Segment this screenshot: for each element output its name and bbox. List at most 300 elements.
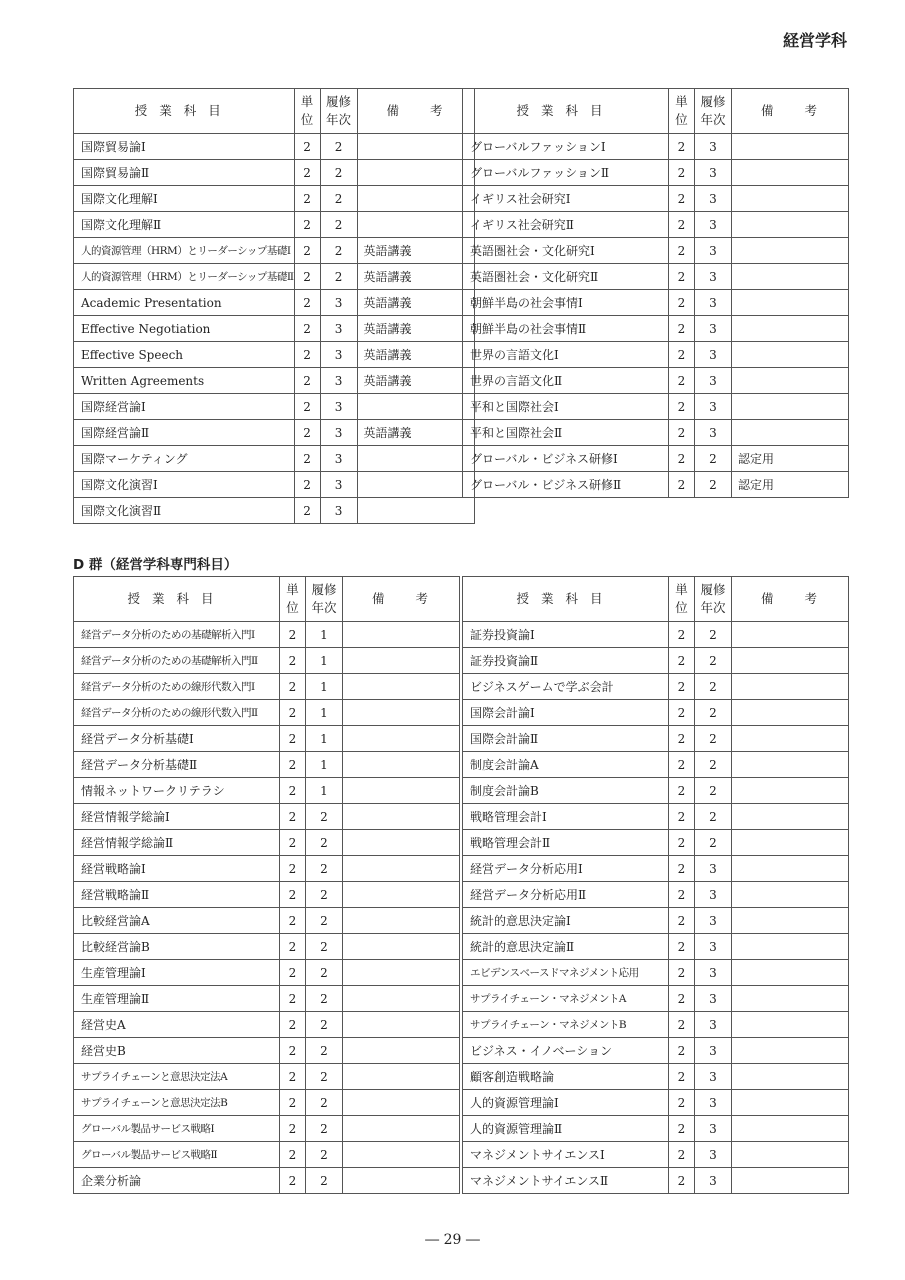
course-note: 認定用: [732, 446, 849, 472]
course-note: [343, 778, 460, 804]
course-name: 経営史B: [74, 1038, 280, 1064]
course-note: [357, 446, 474, 472]
course-year: 3: [695, 908, 732, 934]
header-note: 備 考: [732, 89, 849, 134]
course-credits: 2: [669, 1090, 695, 1116]
course-name: Effective Speech: [74, 342, 295, 368]
table-row: [463, 1064, 849, 1090]
course-credits: 2: [280, 960, 306, 986]
course-note: [357, 212, 474, 238]
course-credits: 2: [669, 186, 695, 212]
course-year: 3: [695, 1012, 732, 1038]
course-name: 制度会計論A: [463, 752, 669, 778]
course-note: [732, 212, 849, 238]
table-row: [463, 934, 849, 960]
course-year: 3: [695, 212, 732, 238]
course-year: 3: [320, 342, 357, 368]
course-credits: 2: [280, 830, 306, 856]
course-name: 人的資源管理論Ⅰ: [463, 1090, 669, 1116]
course-credits: 2: [294, 160, 320, 186]
header-row: [74, 89, 475, 134]
course-year: 3: [695, 882, 732, 908]
course-credits: 2: [669, 264, 695, 290]
header-subject: 授業科目: [74, 89, 295, 134]
course-name: 国際会計論Ⅱ: [463, 726, 669, 752]
course-year: 1: [306, 700, 343, 726]
course-note: [343, 882, 460, 908]
course-name: 企業分析論: [74, 1168, 280, 1194]
course-name: 人的資源管理論Ⅱ: [463, 1116, 669, 1142]
course-name: グローバル製品サービス戦略Ⅱ: [74, 1142, 280, 1168]
course-credits: 2: [669, 752, 695, 778]
course-credits: 2: [280, 908, 306, 934]
course-credits: 2: [669, 212, 695, 238]
table-row: [74, 622, 460, 648]
table-row: [74, 238, 475, 264]
course-year: 3: [695, 290, 732, 316]
course-note: [357, 160, 474, 186]
course-name: 人的資源管理（HRM）とリーダーシップ基礎Ⅰ: [74, 238, 295, 264]
table-row: [74, 472, 475, 498]
course-year: 2: [695, 622, 732, 648]
course-credits: 2: [280, 622, 306, 648]
course-name: 経営データ分析応用Ⅱ: [463, 882, 669, 908]
course-note: [732, 908, 849, 934]
table-row: [74, 908, 460, 934]
course-credits: 2: [669, 674, 695, 700]
course-year: 3: [320, 472, 357, 498]
course-credits: 2: [280, 1064, 306, 1090]
course-note: [732, 264, 849, 290]
course-note: [343, 674, 460, 700]
table-row: [74, 1142, 460, 1168]
course-name: 生産管理論Ⅰ: [74, 960, 280, 986]
header-row: [463, 89, 849, 134]
course-credits: 2: [669, 648, 695, 674]
course-credits: 2: [669, 1012, 695, 1038]
course-year: 2: [695, 752, 732, 778]
course-year: 2: [695, 700, 732, 726]
table-row: [74, 674, 460, 700]
course-credits: 2: [280, 1142, 306, 1168]
course-credits: 2: [294, 368, 320, 394]
table-row: [74, 368, 475, 394]
course-year: 2: [306, 960, 343, 986]
header-subject: 授業科目: [74, 577, 280, 622]
course-credits: 2: [669, 960, 695, 986]
header-year-text: 履修年次: [311, 582, 337, 615]
header-note: 備 考: [343, 577, 460, 622]
course-note: [343, 804, 460, 830]
table-row: [463, 472, 849, 498]
course-year: 2: [306, 908, 343, 934]
course-name: 国際文化理解Ⅰ: [74, 186, 295, 212]
course-note: [732, 1012, 849, 1038]
course-name: サプライチェーン・マネジメントA: [463, 986, 669, 1012]
table-row: [463, 446, 849, 472]
table-row: [74, 394, 475, 420]
course-credits: 2: [669, 446, 695, 472]
course-year: 3: [695, 420, 732, 446]
course-year: 2: [695, 804, 732, 830]
course-credits: 2: [294, 446, 320, 472]
course-name: 証券投資論Ⅰ: [463, 622, 669, 648]
course-name: サプライチェーン・マネジメントB: [463, 1012, 669, 1038]
table-row: [463, 960, 849, 986]
table-row: [74, 1116, 460, 1142]
group-d-title: D 群（経営学科専門科目）: [73, 557, 238, 573]
course-year: 3: [320, 368, 357, 394]
course-note: [732, 752, 849, 778]
course-note: 英語講義: [357, 238, 474, 264]
course-name: 世界の言語文化Ⅰ: [463, 342, 669, 368]
course-credits: 2: [280, 1116, 306, 1142]
table-row: [463, 804, 849, 830]
course-credits: 2: [294, 238, 320, 264]
course-name: 経営戦略論Ⅰ: [74, 856, 280, 882]
course-name: 戦略管理会計Ⅱ: [463, 830, 669, 856]
course-credits: 2: [669, 986, 695, 1012]
course-credits: 2: [669, 1142, 695, 1168]
course-credits: 2: [669, 394, 695, 420]
course-note: [732, 882, 849, 908]
course-year: 1: [306, 648, 343, 674]
course-credits: 2: [669, 134, 695, 160]
course-note: 英語講義: [357, 342, 474, 368]
course-credits: 2: [280, 986, 306, 1012]
course-name: 生産管理論Ⅱ: [74, 986, 280, 1012]
table-row: [74, 186, 475, 212]
course-credits: 2: [669, 1116, 695, 1142]
header-credits: [669, 89, 695, 134]
course-table-bottom-left: [73, 576, 460, 1194]
course-credits: 2: [669, 1038, 695, 1064]
course-note: [343, 726, 460, 752]
header-year-text: 履修年次: [700, 582, 726, 615]
course-note: 英語講義: [357, 264, 474, 290]
table-row: [74, 700, 460, 726]
table-row: [463, 264, 849, 290]
course-credits: 2: [280, 856, 306, 882]
header-credits: [294, 89, 320, 134]
course-note: [357, 134, 474, 160]
table-row: [74, 934, 460, 960]
table-row: [463, 986, 849, 1012]
course-year: 2: [320, 212, 357, 238]
course-name: マネジメントサイエンスⅠ: [463, 1142, 669, 1168]
course-note: [732, 238, 849, 264]
table-row: [74, 752, 460, 778]
course-name: 平和と国際社会Ⅱ: [463, 420, 669, 446]
course-name: 比較経営論B: [74, 934, 280, 960]
course-name: 証券投資論Ⅱ: [463, 648, 669, 674]
course-name: サプライチェーンと意思決定法B: [74, 1090, 280, 1116]
course-table-bottom-right: [462, 576, 849, 1194]
table-row: [74, 648, 460, 674]
table-row: [463, 1116, 849, 1142]
course-note: [732, 420, 849, 446]
header-note: 備 考: [732, 577, 849, 622]
course-note: 英語講義: [357, 420, 474, 446]
course-name: 経営データ分析基礎Ⅰ: [74, 726, 280, 752]
course-year: 2: [306, 1064, 343, 1090]
table-row: [463, 186, 849, 212]
header-year: [320, 89, 357, 134]
course-credits: 2: [294, 394, 320, 420]
course-credits: 2: [669, 342, 695, 368]
course-note: [732, 342, 849, 368]
header-credits-text: 単位: [300, 94, 314, 127]
course-note: [343, 1090, 460, 1116]
course-credits: 2: [669, 238, 695, 264]
course-credits: 2: [294, 420, 320, 446]
course-name: 経営戦略論Ⅱ: [74, 882, 280, 908]
table-row: [463, 830, 849, 856]
course-note: [357, 498, 474, 524]
course-credits: 2: [280, 648, 306, 674]
course-year: 3: [695, 368, 732, 394]
table-row: [463, 882, 849, 908]
course-year: 3: [695, 394, 732, 420]
course-name: グローバル製品サービス戦略Ⅰ: [74, 1116, 280, 1142]
course-year: 3: [320, 420, 357, 446]
course-credits: 2: [669, 804, 695, 830]
course-note: [732, 700, 849, 726]
course-name: 国際会計論Ⅰ: [463, 700, 669, 726]
table-row: [463, 238, 849, 264]
course-name: Effective Negotiation: [74, 316, 295, 342]
course-name: イギリス社会研究Ⅰ: [463, 186, 669, 212]
header-row: [74, 577, 460, 622]
course-year: 3: [695, 1116, 732, 1142]
table-row: [74, 342, 475, 368]
course-credits: 2: [294, 264, 320, 290]
header-credits-text: 単位: [286, 582, 299, 615]
course-year: 2: [306, 934, 343, 960]
course-year: 3: [695, 986, 732, 1012]
course-note: [732, 856, 849, 882]
course-name: 国際貿易論Ⅱ: [74, 160, 295, 186]
course-name: 顧客創造戦略論: [463, 1064, 669, 1090]
course-credits: 2: [280, 804, 306, 830]
course-credits: 2: [669, 368, 695, 394]
course-name: 世界の言語文化Ⅱ: [463, 368, 669, 394]
table-row: [74, 830, 460, 856]
course-year: 1: [306, 726, 343, 752]
course-year: 2: [320, 134, 357, 160]
course-note: [732, 1038, 849, 1064]
course-name: Written Agreements: [74, 368, 295, 394]
course-credits: 2: [669, 856, 695, 882]
header-credits-text: 単位: [675, 582, 688, 615]
course-name: 国際経営論Ⅰ: [74, 394, 295, 420]
course-note: [732, 804, 849, 830]
course-name: 経営データ分析基礎Ⅱ: [74, 752, 280, 778]
course-note: [343, 1038, 460, 1064]
course-note: [343, 856, 460, 882]
course-note: [343, 1168, 460, 1194]
course-note: [732, 1116, 849, 1142]
course-note: [343, 934, 460, 960]
course-year: 2: [695, 648, 732, 674]
table-row: [74, 1038, 460, 1064]
course-note: [343, 1064, 460, 1090]
course-name: Academic Presentation: [74, 290, 295, 316]
course-name: 英語圏社会・文化研究Ⅱ: [463, 264, 669, 290]
table-row: [74, 960, 460, 986]
course-year: 3: [695, 960, 732, 986]
table-row: [74, 498, 475, 524]
table-row: [74, 316, 475, 342]
course-credits: 2: [669, 882, 695, 908]
course-year: 1: [306, 674, 343, 700]
header-year: [306, 577, 343, 622]
course-name: 統計的意思決定論Ⅱ: [463, 934, 669, 960]
header-year: [695, 577, 732, 622]
course-year: 3: [695, 264, 732, 290]
table-row: [463, 368, 849, 394]
course-name: 経営情報学総論Ⅰ: [74, 804, 280, 830]
table-row: [74, 804, 460, 830]
course-year: 2: [306, 882, 343, 908]
course-note: [343, 752, 460, 778]
course-year: 2: [320, 264, 357, 290]
course-note: [732, 1064, 849, 1090]
header-credits: [280, 577, 306, 622]
table-row: [463, 648, 849, 674]
course-name: ビジネスゲームで学ぶ会計: [463, 674, 669, 700]
course-name: グローバル・ビジネス研修Ⅰ: [463, 446, 669, 472]
course-credits: 2: [669, 1064, 695, 1090]
table-row: [463, 316, 849, 342]
course-name: 経営データ分析応用Ⅰ: [463, 856, 669, 882]
course-note: [732, 316, 849, 342]
course-name: サプライチェーンと意思決定法A: [74, 1064, 280, 1090]
course-credits: 2: [669, 622, 695, 648]
course-name: 情報ネットワークリテラシ: [74, 778, 280, 804]
course-name: 朝鮮半島の社会事情Ⅰ: [463, 290, 669, 316]
table-row: [74, 726, 460, 752]
course-note: [732, 622, 849, 648]
course-year: 2: [695, 472, 732, 498]
header-credits: [669, 577, 695, 622]
course-note: [732, 394, 849, 420]
course-year: 2: [306, 830, 343, 856]
course-year: 2: [695, 778, 732, 804]
course-credits: 2: [280, 934, 306, 960]
table-row: [463, 1012, 849, 1038]
course-credits: 2: [294, 316, 320, 342]
table-row: [463, 1090, 849, 1116]
course-note: [732, 674, 849, 700]
course-name: グローバルファッションⅠ: [463, 134, 669, 160]
table-row: [463, 212, 849, 238]
course-year: 3: [695, 238, 732, 264]
table-row: [463, 1168, 849, 1194]
course-name: 統計的意思決定論Ⅰ: [463, 908, 669, 934]
course-credits: 2: [280, 1090, 306, 1116]
course-year: 3: [695, 1038, 732, 1064]
course-year: 3: [695, 1142, 732, 1168]
course-note: 英語講義: [357, 290, 474, 316]
course-year: 3: [695, 1090, 732, 1116]
course-credits: 2: [669, 316, 695, 342]
course-note: [732, 1090, 849, 1116]
table-row: [463, 290, 849, 316]
course-year: 2: [306, 856, 343, 882]
course-year: 2: [695, 830, 732, 856]
table-row: [463, 622, 849, 648]
header-subject: 授業科目: [463, 577, 669, 622]
course-name: 平和と国際社会Ⅰ: [463, 394, 669, 420]
course-note: [732, 1142, 849, 1168]
course-credits: 2: [669, 420, 695, 446]
course-note: [357, 394, 474, 420]
course-credits: 2: [280, 882, 306, 908]
course-name: 経営データ分析のための基礎解析入門Ⅰ: [74, 622, 280, 648]
course-year: 1: [306, 778, 343, 804]
page-number: ― 29 ―: [425, 1232, 480, 1248]
course-note: [732, 368, 849, 394]
course-year: 2: [306, 1038, 343, 1064]
table-row: [74, 134, 475, 160]
course-year: 3: [320, 498, 357, 524]
table-row: [74, 856, 460, 882]
course-year: 2: [695, 446, 732, 472]
course-credits: 2: [280, 700, 306, 726]
course-name: イギリス社会研究Ⅱ: [463, 212, 669, 238]
course-year: 2: [306, 1142, 343, 1168]
table-row: [74, 264, 475, 290]
course-credits: 2: [669, 934, 695, 960]
course-year: 3: [695, 134, 732, 160]
course-credits: 2: [280, 1038, 306, 1064]
course-credits: 2: [669, 700, 695, 726]
course-year: 3: [695, 316, 732, 342]
course-credits: 2: [669, 160, 695, 186]
course-note: [343, 622, 460, 648]
course-name: 経営データ分析のための線形代数入門Ⅱ: [74, 700, 280, 726]
course-name: グローバル・ビジネス研修Ⅱ: [463, 472, 669, 498]
course-credits: 2: [294, 186, 320, 212]
course-note: [343, 648, 460, 674]
course-note: [732, 186, 849, 212]
course-note: [732, 726, 849, 752]
course-credits: 2: [280, 1168, 306, 1194]
course-name: 経営データ分析のための線形代数入門Ⅰ: [74, 674, 280, 700]
course-name: 戦略管理会計Ⅰ: [463, 804, 669, 830]
course-note: [343, 1012, 460, 1038]
course-year: 3: [320, 446, 357, 472]
course-credits: 2: [280, 726, 306, 752]
table-row: [74, 986, 460, 1012]
table-row: [74, 778, 460, 804]
course-note: 認定用: [732, 472, 849, 498]
course-year: 3: [320, 316, 357, 342]
course-name: 国際文化理解Ⅱ: [74, 212, 295, 238]
table-row: [463, 1142, 849, 1168]
course-year: 3: [695, 856, 732, 882]
course-table-top-right: [462, 88, 849, 498]
course-note: [732, 648, 849, 674]
course-note: [343, 830, 460, 856]
course-year: 3: [695, 160, 732, 186]
table-row: [74, 1090, 460, 1116]
course-note: [732, 960, 849, 986]
course-year: 2: [306, 986, 343, 1012]
course-year: 2: [320, 238, 357, 264]
table-row: [74, 1064, 460, 1090]
